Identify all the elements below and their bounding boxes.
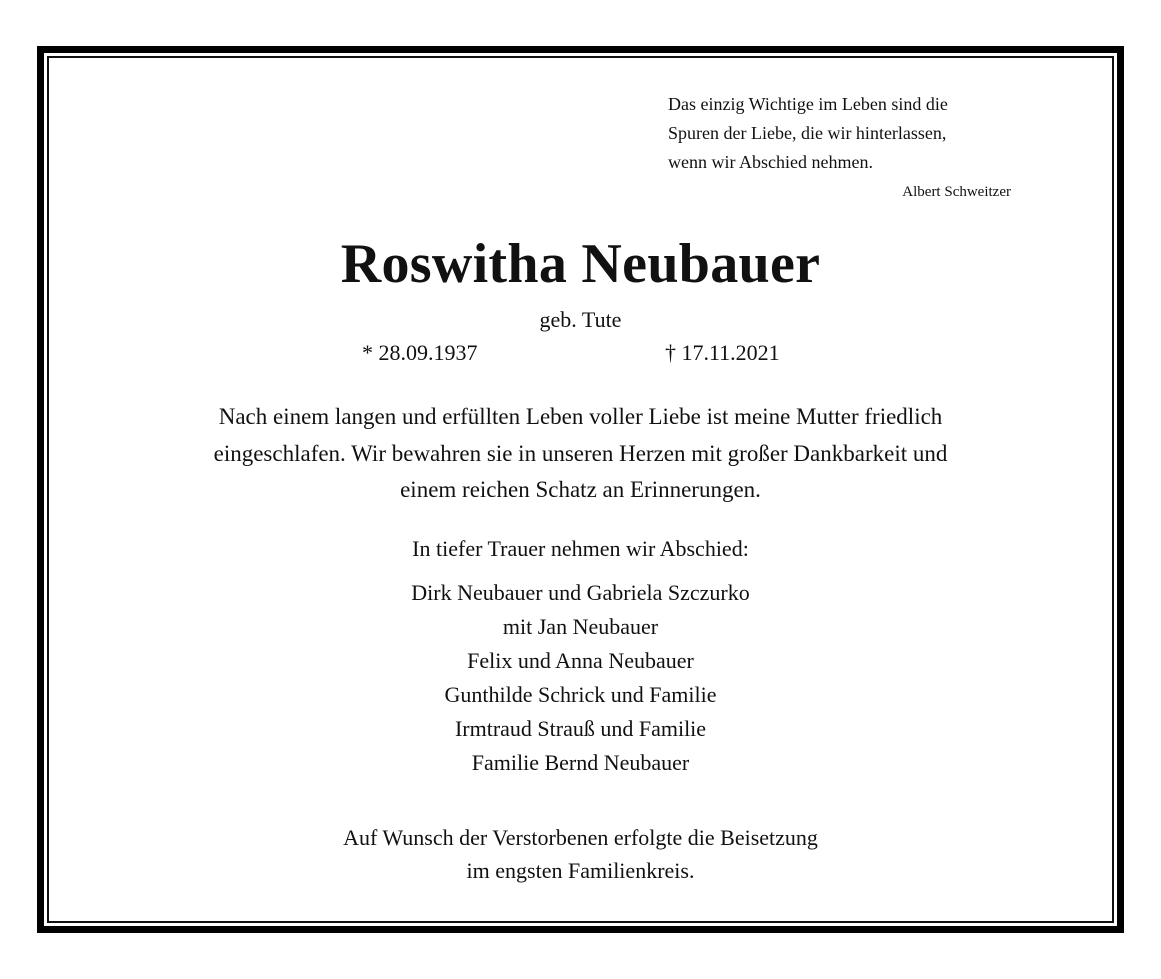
message-paragraph [0, 399, 1161, 509]
birth-name: geb. Tute [539, 307, 622, 332]
mourner-name: mit Jan Neubauer [502, 614, 659, 639]
mourner-name: Gunthilde Schrick und Familie [444, 682, 717, 707]
quote-line: Das einzig Wichtige im Leben sind die [668, 94, 948, 114]
mourner-name: Dirk Neubauer und Gabriela Szczurko [411, 580, 750, 605]
deceased-name: Roswitha Neubauer [340, 233, 821, 295]
mourners-intro: In tiefer Trauer nehmen wir Abschied: [412, 536, 749, 561]
mourner-name: Felix und Anna Neubauer [467, 648, 694, 673]
life-dates [0, 340, 1161, 370]
quote [668, 90, 948, 177]
message-line: eingeschlafen. Wir bewahren sie in unseren Herzen mit großer Dankbarkeit und [213, 440, 948, 466]
closing-line: im engsten Familienkreis. [466, 858, 695, 883]
mourners-list [0, 576, 1161, 780]
death-date: † 17.11.2021 [665, 340, 780, 365]
birth-date: * 28.09.1937 [362, 340, 478, 365]
mourner-name: Irmtraud Strauß und Familie [454, 716, 707, 741]
closing-line: Auf Wunsch der Verstorbenen erfolgte die Beisetzung [343, 825, 818, 850]
message-line: Nach einem langen und erfüllten Leben voller Liebe ist meine Mutter friedlich [218, 404, 943, 429]
closing-note [0, 821, 1161, 887]
message-line: einem reichen Schatz an Erinnerungen. [400, 477, 761, 502]
quote-line: Spuren der Liebe, die wir hinterlassen, [668, 123, 947, 143]
quote-line: wenn wir Abschied nehmen. [668, 152, 873, 172]
quote-author: Albert Schweitzer [902, 184, 1011, 200]
mourner-name: Familie Bernd Neubauer [471, 750, 690, 775]
